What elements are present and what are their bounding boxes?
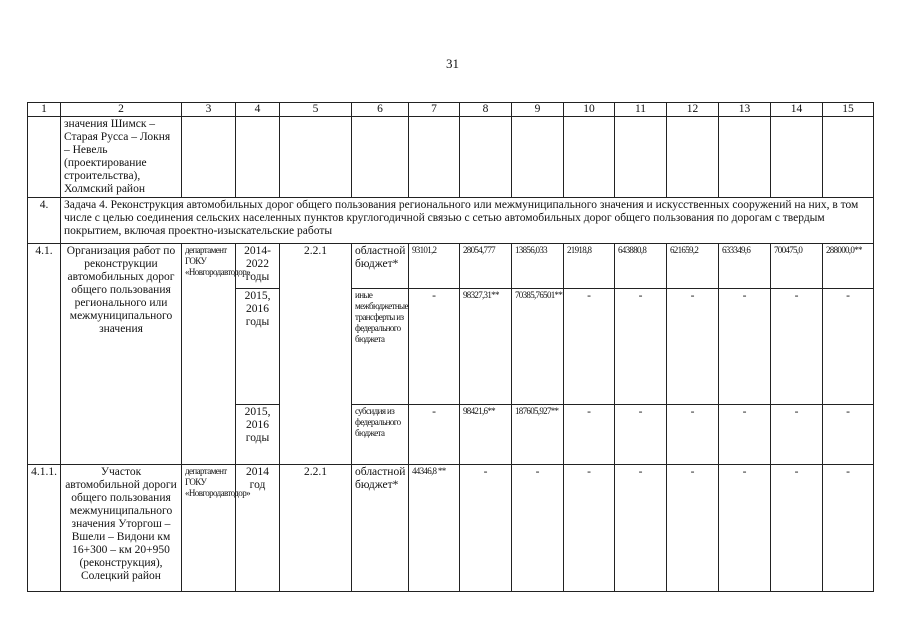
value-cell: 28054,777 [460, 244, 512, 289]
header-cell: 7 [409, 103, 460, 117]
value-cell: - [771, 289, 823, 405]
value-cell: - [564, 289, 615, 405]
table-row [28, 244, 874, 289]
value-cell: 288000,0** [823, 244, 874, 289]
value-cell: 93101,2 [409, 244, 460, 289]
value-cell: - [771, 465, 823, 592]
header-cell: 1 [28, 103, 61, 117]
page-number: 31 [446, 56, 459, 71]
row-source: иные межбюджетные трансферты из федерального бюджета [352, 289, 409, 405]
row-years: 2014 год [236, 465, 280, 592]
value-cell: 700475,0 [771, 244, 823, 289]
row-years: 2015, 2016 годы [236, 405, 280, 465]
value-cell: - [823, 289, 874, 405]
value-cell: 643880,8 [615, 244, 667, 289]
value-cell: - [667, 465, 719, 592]
header-cell: 8 [460, 103, 512, 117]
value-cell: - [823, 465, 874, 592]
row-source: субсидия из федерального бюджета [352, 405, 409, 465]
task-text: Задача 4. Реконструкция автомобильных дорог общего пользования регионального или межмуниципального значения и искусственных сооружений на них, в том числе с целью соединения сельских населенных пунктов круглогодичной связью с сетью автомобильных дорог общего пользования по дорогам с твердым покрытием, включая проектно-изыскательские работы [61, 198, 874, 244]
value-cell: 187605,927** [512, 405, 564, 465]
value-cell: - [719, 465, 771, 592]
row-source: областной бюджет* [352, 465, 409, 592]
value-cell: - [564, 405, 615, 465]
task-number: 4. [28, 198, 61, 244]
value-cell: - [409, 405, 460, 465]
row-source: областной бюджет* [352, 244, 409, 289]
row-years: 2014-2022 годы [236, 244, 280, 289]
value-cell: - [564, 465, 615, 592]
value-cell: - [667, 289, 719, 405]
value-cell: - [512, 465, 564, 592]
value-cell: - [615, 405, 667, 465]
value-cell: - [719, 405, 771, 465]
continuation-row [28, 117, 874, 198]
row-number: 4.1. [28, 244, 61, 465]
header-cell: 11 [615, 103, 667, 117]
value-cell: - [615, 465, 667, 592]
header-row [28, 103, 874, 117]
value-cell: - [719, 289, 771, 405]
program-table [27, 102, 874, 592]
header-cell: 2 [61, 103, 182, 117]
header-cell: 10 [564, 103, 615, 117]
continuation-name: значения Шимск – Старая Русса – Локня – Невель (проектирование строительства), Холмский район [61, 117, 182, 198]
value-cell: 621659,2 [667, 244, 719, 289]
value-cell: 98327,31** [460, 289, 512, 405]
row-number: 4.1.1. [28, 465, 61, 592]
row-executor: департамент ГОКУ «Новгородавтодор» [182, 244, 236, 465]
row-indicator: 2.2.1 [280, 465, 352, 592]
row-indicator: 2.2.1 [280, 244, 352, 465]
header-cell: 12 [667, 103, 719, 117]
header-cell: 9 [512, 103, 564, 117]
row-name: Организация работ по реконструкции автомобильных дорог общего пользования регионального или межмуниципального значения [61, 244, 182, 465]
header-cell: 15 [823, 103, 874, 117]
header-cell: 14 [771, 103, 823, 117]
row-executor: департамент ГОКУ «Новгородавтодор» [182, 465, 236, 592]
value-cell: - [667, 405, 719, 465]
value-cell: 44346,8 ** [409, 465, 460, 592]
value-cell: - [771, 405, 823, 465]
table-row [28, 465, 874, 592]
value-cell: 21918,8 [564, 244, 615, 289]
value-cell: - [460, 465, 512, 592]
value-cell: - [409, 289, 460, 405]
row-name: Участок автомобильной дороги общего пользования межмуниципального значения Уторгош – Вшели – Видони км 16+300 – км 20+950 (реконструкция), Солецкий район [61, 465, 182, 592]
value-cell: 633349,6 [719, 244, 771, 289]
header-cell: 4 [236, 103, 280, 117]
value-cell: 70385,76501** [512, 289, 564, 405]
header-cell: 6 [352, 103, 409, 117]
row-years: 2015, 2016 годы [236, 289, 280, 405]
header-cell: 13 [719, 103, 771, 117]
header-cell: 5 [280, 103, 352, 117]
value-cell: 98421,6** [460, 405, 512, 465]
value-cell: - [615, 289, 667, 405]
value-cell: 13856,033 [512, 244, 564, 289]
header-cell: 3 [182, 103, 236, 117]
value-cell: - [823, 405, 874, 465]
task-row [28, 198, 874, 244]
